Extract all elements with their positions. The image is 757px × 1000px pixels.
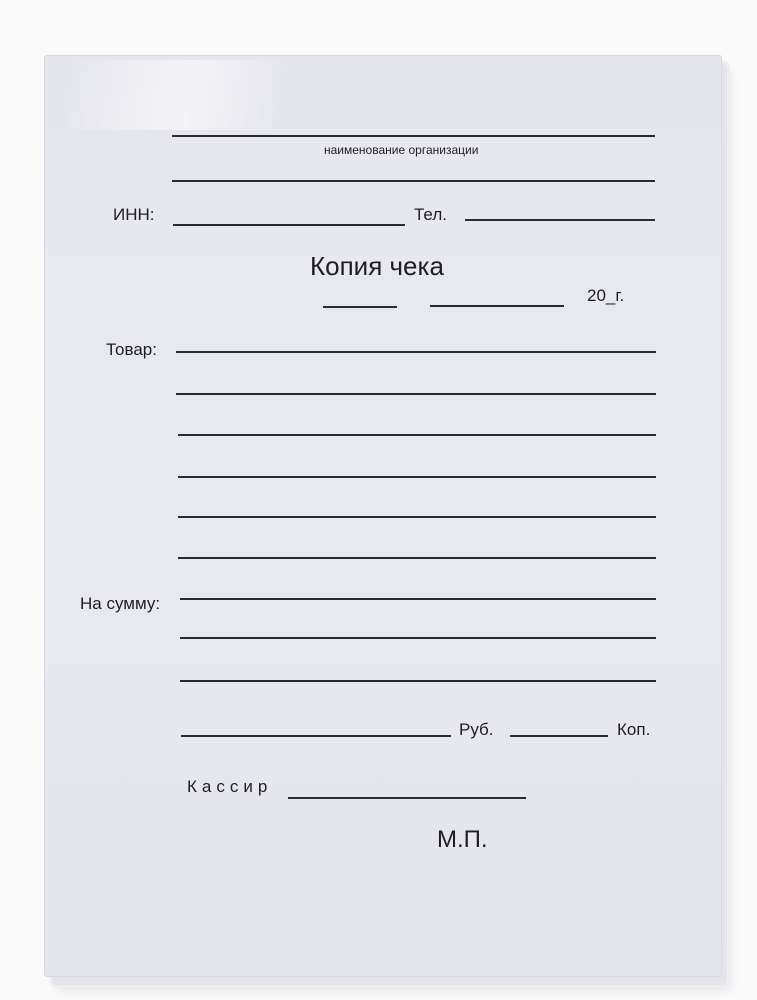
sum-line-2[interactable] xyxy=(180,637,656,639)
year-label: 20_г. xyxy=(587,286,625,305)
goods-line-6[interactable] xyxy=(178,557,656,559)
goods-line-2[interactable] xyxy=(176,393,656,395)
goods-line-5[interactable] xyxy=(178,516,656,518)
goods-line-3[interactable] xyxy=(178,434,656,436)
cashier-signature-line[interactable] xyxy=(288,797,526,799)
goods-line-1[interactable] xyxy=(176,351,656,353)
kop-amount-line[interactable] xyxy=(510,735,608,737)
tel-field-line[interactable] xyxy=(465,219,655,221)
date-month-line[interactable] xyxy=(430,305,564,307)
goods-label: Товар: xyxy=(106,340,157,359)
goods-line-4[interactable] xyxy=(178,476,656,478)
sum-label: На сумму: xyxy=(80,594,161,613)
sum-line-3[interactable] xyxy=(180,680,656,682)
rub-amount-line[interactable] xyxy=(181,735,451,737)
org-name-caption: наименование организации xyxy=(324,143,479,157)
kop-label: Коп. xyxy=(617,720,651,739)
tel-label: Тел. xyxy=(414,205,447,224)
inn-label: ИНН: xyxy=(113,205,155,224)
inn-field-line[interactable] xyxy=(173,224,405,226)
sum-line-1[interactable] xyxy=(180,598,656,600)
rub-label: Руб. xyxy=(459,720,494,739)
form-title: Копия чека xyxy=(310,251,444,281)
stamp-place-label: М.П. xyxy=(437,826,488,853)
cashier-label: Кассир xyxy=(187,777,273,796)
org-name-line-1[interactable] xyxy=(172,135,655,137)
date-day-line[interactable] xyxy=(323,306,397,308)
org-name-line-2[interactable] xyxy=(172,180,655,182)
